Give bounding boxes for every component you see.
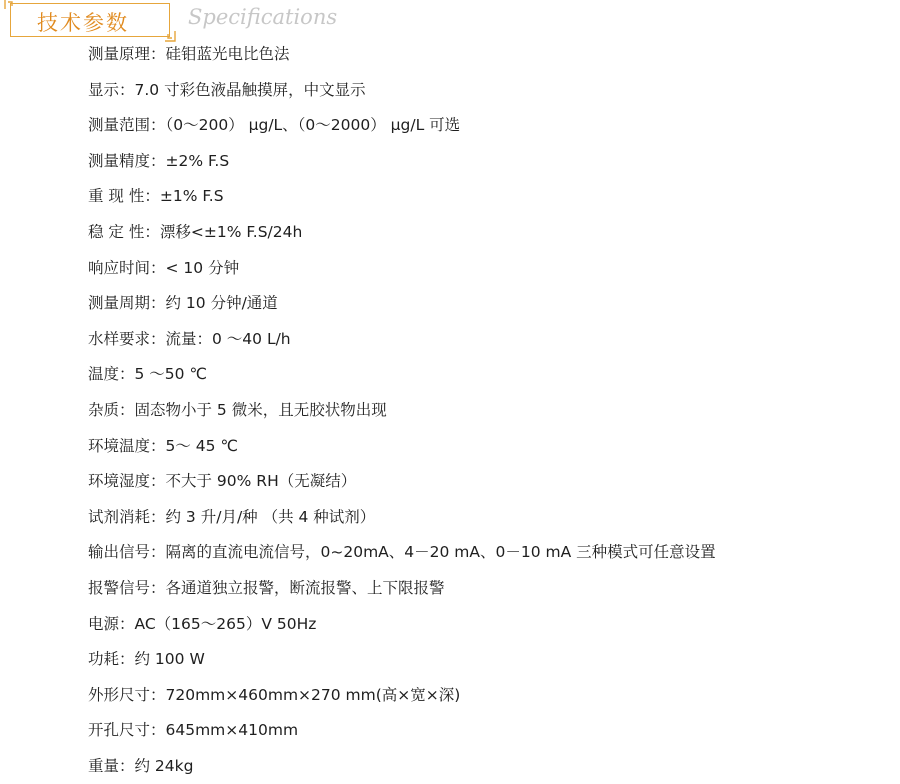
spec-item-principle: 测量原理：硅钼蓝光电比色法 [88, 45, 290, 63]
spec-item-response-time: 响应时间：< 10 分钟 [88, 258, 240, 277]
spec-item-power-supply: 电源：AC（165～265）V 50Hz [88, 614, 317, 633]
section-subtitle: Specifications [188, 5, 338, 29]
spec-item-alarm-signal: 报警信号：各通道独立报警，断流报警、上下限报警 [88, 578, 445, 597]
spec-item-dimensions: 外形尺寸：720mm×460mm×270 mm(高×宽×深) [88, 685, 461, 704]
spec-item-accuracy: 测量精度：±2% F.S [88, 151, 230, 170]
spec-item-cutout-size: 开孔尺寸：645mm×410mm [88, 721, 299, 740]
spec-item-range: 测量范围：（0～200） μg/L、（0～2000） μg/L 可选 [88, 116, 461, 135]
spec-item-ambient-humidity: 环境湿度：不大于 90% RH（无凝结） [88, 472, 357, 491]
spec-item-sample-requirement: 水样要求：流量：0 ～40 L/h [88, 329, 291, 348]
spec-item-cycle: 测量周期：约 10 分钟/通道 [88, 294, 278, 313]
spec-item-impurities: 杂质：固态物小于 5 微米，且无胶状物出现 [88, 400, 387, 419]
section-header [0, 0, 900, 42]
section-title: 技术参数 [37, 11, 129, 35]
spec-item-ambient-temperature: 环境温度：5～ 45 ℃ [88, 436, 238, 455]
spec-item-stability: 稳 定 性：漂移<±1% F.S/24h [88, 222, 303, 241]
spec-item-reagent-consumption: 试剂消耗：约 3 升/月/种 （共 4 种试剂） [88, 507, 376, 526]
spec-item-temperature: 温度：5 ～50 ℃ [88, 365, 207, 384]
corner-ornament-icon [4, 0, 16, 10]
title-frame [10, 3, 170, 37]
spec-item-weight: 重量：约 24kg [88, 756, 194, 775]
spec-item-repeatability: 重 现 性：±1% F.S [88, 187, 224, 206]
spec-item-power-consumption: 功耗：约 100 W [88, 650, 205, 669]
spec-list [88, 37, 716, 784]
spec-item-output-signal: 输出信号：隔离的直流电流信号，0~20mA、4－20 mA、0－10 mA 三种模式可任意设置 [88, 543, 716, 562]
spec-item-display: 显示：7.0 寸彩色液晶触摸屏，中文显示 [88, 80, 366, 99]
